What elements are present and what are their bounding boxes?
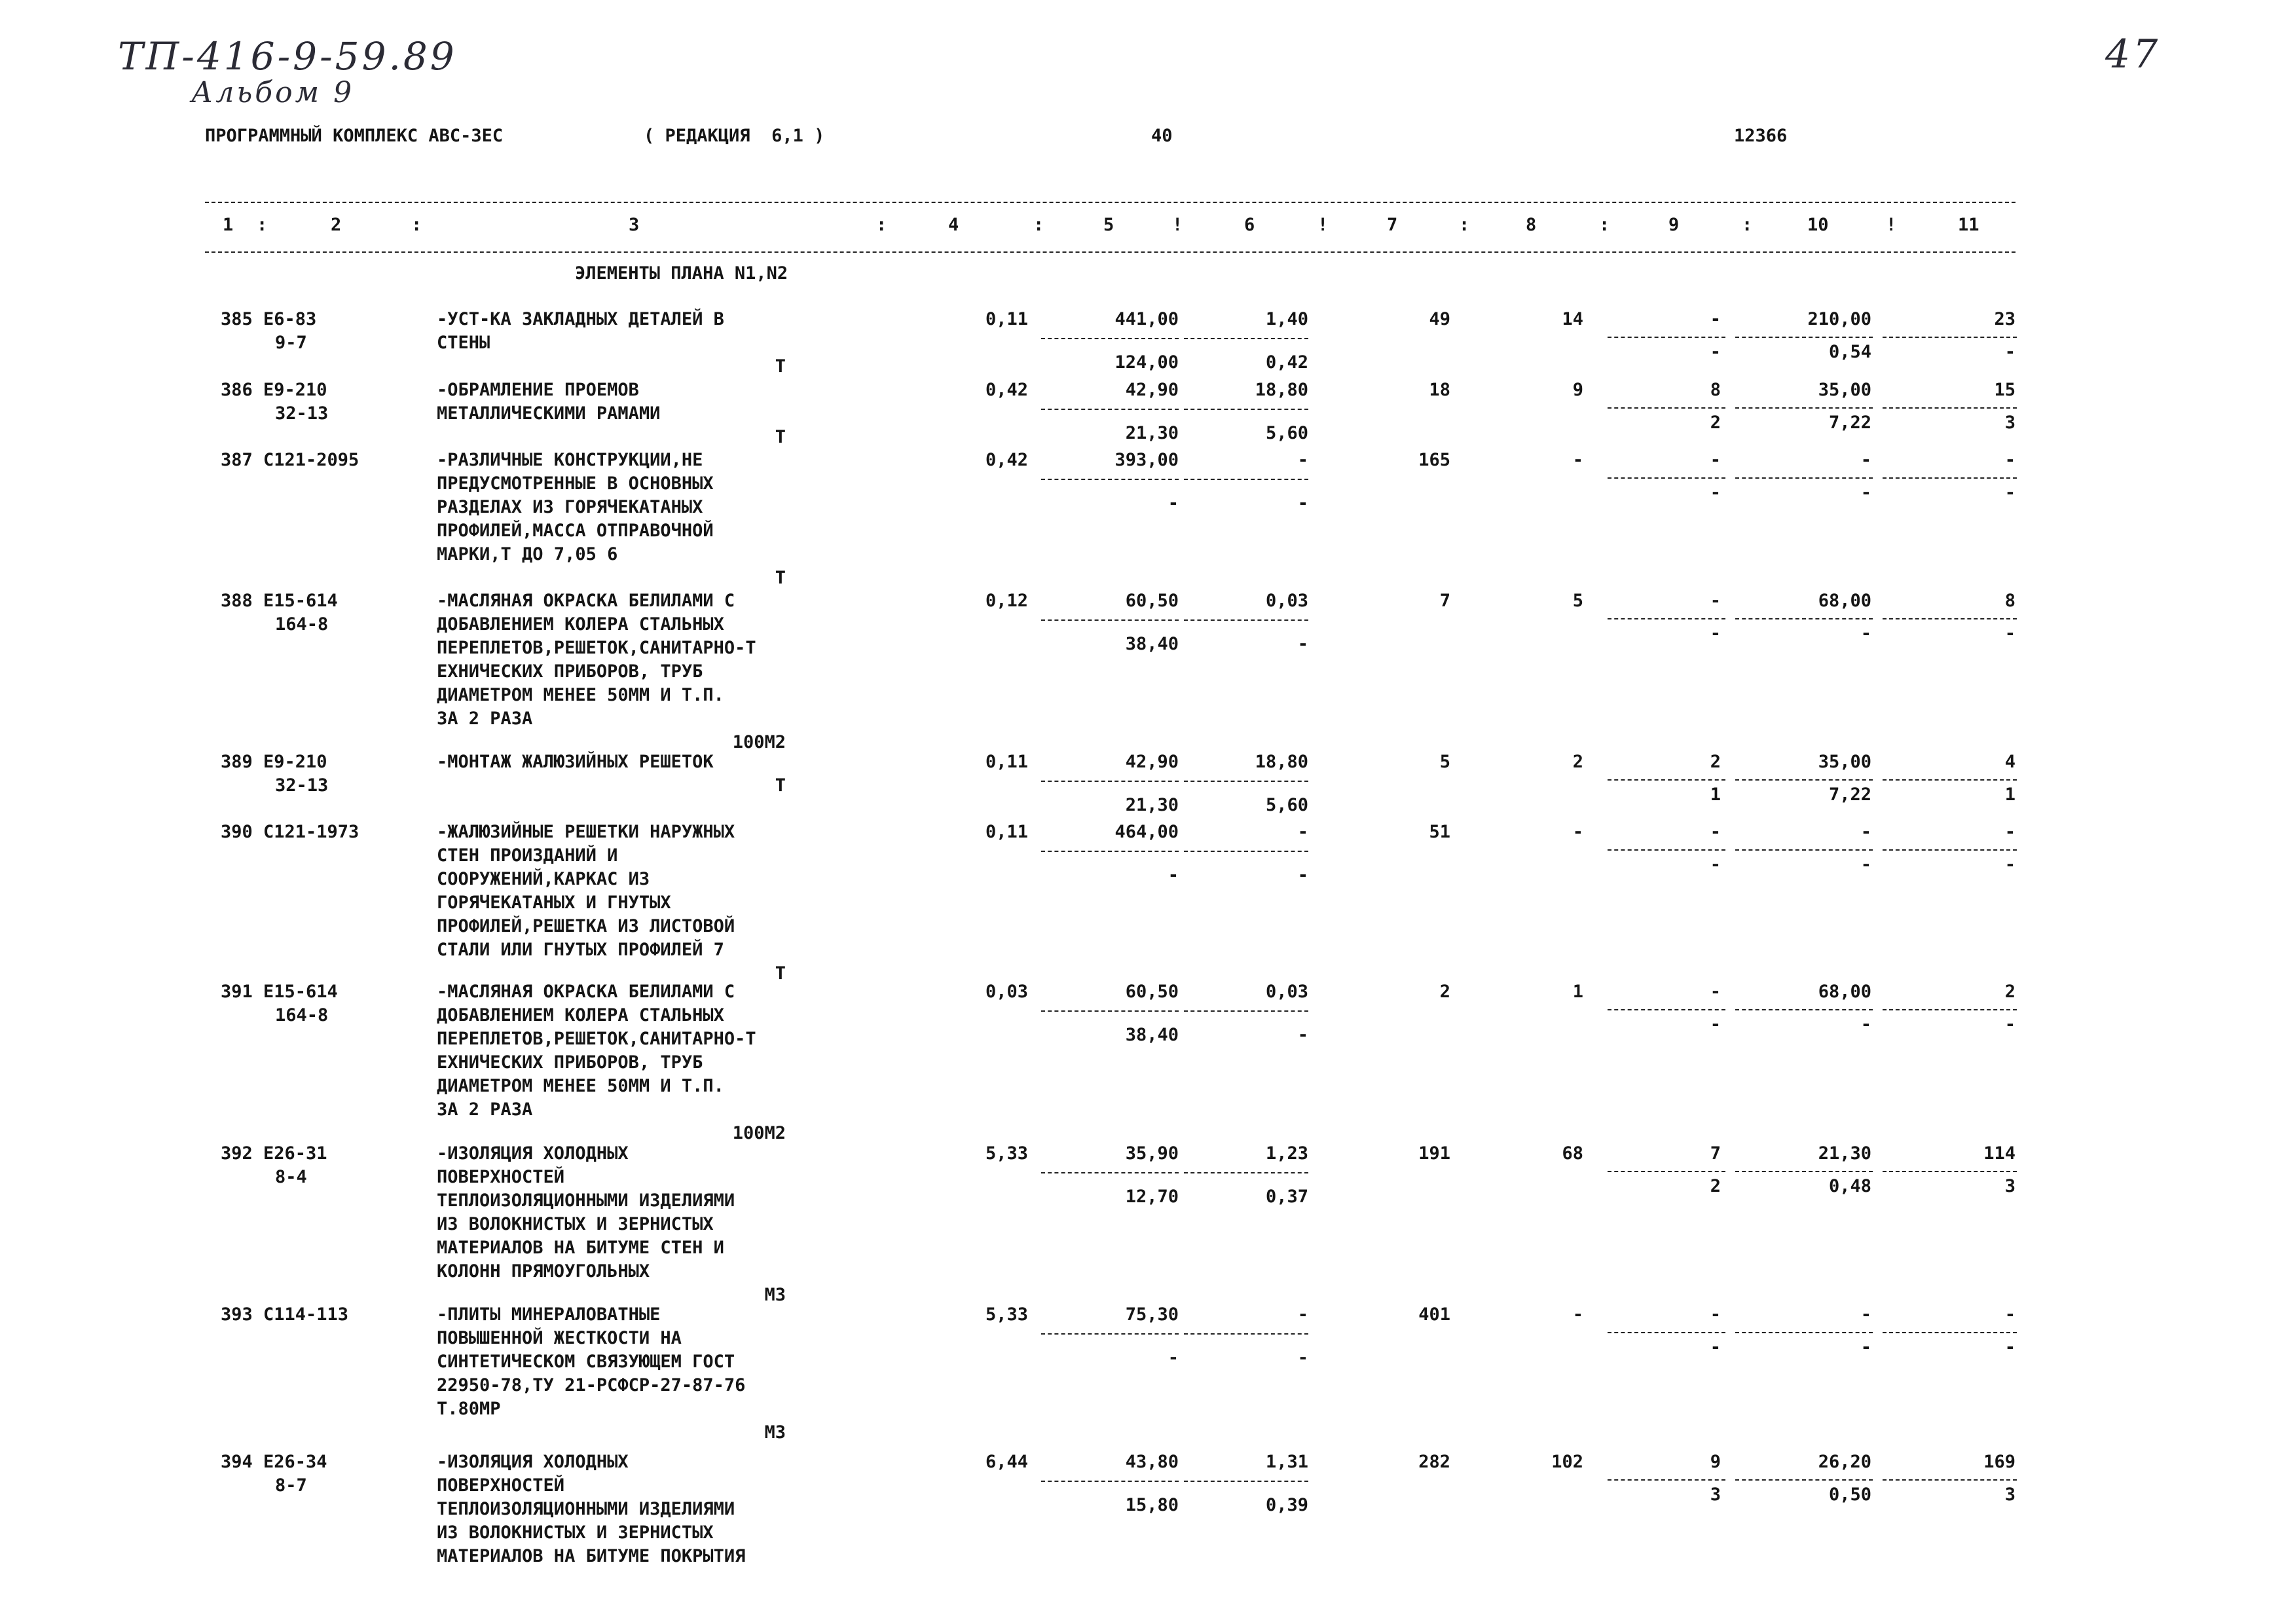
col4-quantity: 0,42: [985, 450, 1028, 470]
col8-value: 14: [1562, 309, 1583, 329]
col6-top: -: [1297, 1304, 1308, 1325]
col11-top: 114: [1983, 1143, 2015, 1164]
col5-top: 441,00: [1114, 309, 1179, 329]
col4-quantity: 0,11: [985, 752, 1028, 772]
col4-quantity: 5,33: [985, 1304, 1028, 1325]
cell-dash-line: [1608, 477, 1725, 479]
col8-value: -: [1572, 1304, 1583, 1325]
row-number: 391: [221, 982, 253, 1002]
col5-bottom: 38,40: [1125, 634, 1179, 654]
cell-dash-line: [1041, 1172, 1179, 1173]
norm-code: 8-4: [275, 1167, 307, 1187]
cell-dash-line: [1883, 407, 2017, 409]
work-description: ЕХНИЧЕСКИХ ПРИБОРОВ, ТРУБ: [437, 661, 703, 682]
work-description: -МАСЛЯНАЯ ОКРАСКА БЕЛИЛАМИ С: [437, 591, 735, 611]
col10-bottom: 7,22: [1828, 784, 1871, 805]
norm-code: Е15-614: [263, 982, 338, 1002]
work-description: ЗА 2 РАЗА: [437, 709, 533, 729]
col5-top: 393,00: [1114, 450, 1179, 470]
col9-top: -: [1710, 450, 1721, 470]
col6-bottom: -: [1297, 634, 1308, 654]
col9-top: -: [1710, 982, 1721, 1002]
unit-of-measure: 100М2: [732, 1123, 786, 1143]
column-number: 9: [1668, 215, 1680, 235]
col10-top: 26,20: [1818, 1452, 1871, 1472]
work-description: СТЕН ПРОИЗДАНИЙ И: [437, 845, 618, 866]
cell-dash-line: [1608, 1009, 1725, 1010]
work-description: ПРОФИЛЕЙ,МАССА ОТПРАВОЧНОЙ: [437, 521, 714, 541]
col9-top: -: [1710, 1304, 1721, 1325]
col4-quantity: 0,11: [985, 822, 1028, 842]
cell-dash-line: [1608, 337, 1725, 338]
work-description: ПОВЕРХНОСТЕЙ: [437, 1475, 565, 1496]
column-separator: :: [1742, 215, 1753, 235]
col7-value: 5: [1439, 752, 1450, 772]
col6-top: 18,80: [1255, 752, 1308, 772]
col6-bottom: 0,42: [1265, 352, 1308, 373]
work-description: ПРОФИЛЕЙ,РЕШЕТКА ИЗ ЛИСТОВОЙ: [437, 916, 735, 936]
norm-code: 164-8: [275, 1005, 329, 1025]
col8-value: 1: [1572, 982, 1583, 1002]
work-description: -ИЗОЛЯЦИЯ ХОЛОДНЫХ: [437, 1452, 629, 1472]
norm-code: Е9-210: [263, 380, 327, 400]
column-separator: :: [257, 215, 268, 235]
norm-code: 32-13: [275, 775, 329, 796]
col11-bottom: 1: [2004, 784, 2015, 805]
cell-dash-line: [1041, 781, 1179, 782]
col9-bottom: 3: [1710, 1485, 1721, 1505]
work-description: ТЕПЛОИЗОЛЯЦИОННЫМИ ИЗДЕЛИЯМИ: [437, 1499, 735, 1519]
work-description: ПОВЫШЕННОЙ ЖЕСТКОСТИ НА: [437, 1328, 682, 1348]
col4-quantity: 0,42: [985, 380, 1028, 400]
work-description: ТЕПЛОИЗОЛЯЦИОННЫМИ ИЗДЕЛИЯМИ: [437, 1190, 735, 1211]
norm-code: 164-8: [275, 614, 329, 635]
col11-top: -: [2004, 1304, 2015, 1325]
col11-top: 15: [1994, 380, 2015, 400]
col11-top: 169: [1983, 1452, 2015, 1472]
cell-dash-line: [1883, 1009, 2017, 1010]
row-number: 390: [221, 822, 253, 842]
col11-bottom: 3: [2004, 1485, 2015, 1505]
col10-top: 68,00: [1818, 591, 1871, 611]
col9-top: 2: [1710, 752, 1721, 772]
cell-dash-line: [1184, 409, 1308, 410]
col9-top: -: [1710, 822, 1721, 842]
work-description: ДОБАВЛЕНИЕМ КОЛЕРА СТАЛЬНЫХ: [437, 1005, 724, 1025]
col6-top: 0,03: [1265, 982, 1308, 1002]
col7-value: 18: [1429, 380, 1450, 400]
col10-bottom: 0,50: [1828, 1485, 1871, 1505]
col6-top: 0,03: [1265, 591, 1308, 611]
col8-value: 102: [1551, 1452, 1583, 1472]
col5-bottom: 15,80: [1125, 1495, 1179, 1515]
cell-dash-line: [1184, 1481, 1308, 1482]
cell-dash-line: [1735, 1009, 1873, 1010]
cell-dash-line: [1735, 1332, 1873, 1333]
col5-top: 60,50: [1125, 982, 1179, 1002]
cell-dash-line: [1735, 779, 1873, 781]
work-description: СТАЛИ ИЛИ ГНУТЫХ ПРОФИЛЕЙ 7: [437, 940, 724, 960]
cell-dash-line: [1883, 849, 2017, 851]
column-number: 10: [1807, 215, 1829, 235]
col6-top: 1,40: [1265, 309, 1308, 329]
norm-code: Е9-210: [263, 752, 327, 772]
col10-bottom: -: [1860, 855, 1871, 875]
work-description: МАТЕРИАЛОВ НА БИТУМЕ СТЕН И: [437, 1238, 724, 1258]
col5-bottom: 38,40: [1125, 1025, 1179, 1045]
work-description: СООРУЖЕНИЙ,КАРКАС ИЗ: [437, 869, 650, 889]
cell-dash-line: [1041, 1010, 1179, 1012]
cell-dash-line: [1184, 1010, 1308, 1012]
unit-of-measure: Т: [775, 963, 786, 984]
col7-value: 282: [1418, 1452, 1450, 1472]
table-top-rule: [205, 202, 2015, 203]
cell-dash-line: [1735, 1171, 1873, 1172]
col4-quantity: 0,03: [985, 982, 1028, 1002]
col8-value: 68: [1562, 1143, 1583, 1164]
col4-quantity: 0,12: [985, 591, 1028, 611]
col11-bottom: -: [2004, 855, 2015, 875]
col5-top: 42,90: [1125, 380, 1179, 400]
col9-bottom: -: [1710, 483, 1721, 503]
work-description: ИЗ ВОЛОКНИСТЫХ И ЗЕРНИСТЫХ: [437, 1214, 714, 1234]
work-description: -МАСЛЯНАЯ ОКРАСКА БЕЛИЛАМИ С: [437, 982, 735, 1002]
program-edition: ( РЕДАКЦИЯ 6,1 ): [644, 126, 825, 146]
col9-top: -: [1710, 309, 1721, 329]
norm-code: Е26-34: [263, 1452, 327, 1472]
col6-top: 1,31: [1265, 1452, 1308, 1472]
col11-top: 23: [1994, 309, 2015, 329]
work-description: МЕТАЛЛИЧЕСКИМИ РАМАМИ: [437, 403, 661, 424]
col10-top: 35,00: [1818, 752, 1871, 772]
col10-top: -: [1860, 450, 1871, 470]
unit-of-measure: М3: [764, 1285, 786, 1305]
col5-top: 35,90: [1125, 1143, 1179, 1164]
col10-bottom: 0,48: [1828, 1176, 1871, 1196]
norm-code: С121-1973: [263, 822, 359, 842]
col10-top: -: [1860, 822, 1871, 842]
col4-quantity: 6,44: [985, 1452, 1028, 1472]
col11-bottom: -: [2004, 1337, 2015, 1357]
work-description: -ОБРАМЛЕНИЕ ПРОЕМОВ: [437, 380, 639, 400]
col6-bottom: -: [1297, 865, 1308, 885]
document-code: 12366: [1734, 126, 1788, 146]
col8-value: 9: [1572, 380, 1583, 400]
col10-top: 68,00: [1818, 982, 1871, 1002]
column-number: 3: [629, 215, 640, 235]
work-description: ЕХНИЧЕСКИХ ПРИБОРОВ, ТРУБ: [437, 1052, 703, 1073]
work-description: ИЗ ВОЛОКНИСТЫХ И ЗЕРНИСТЫХ: [437, 1522, 714, 1543]
column-number: 7: [1387, 215, 1398, 235]
cell-dash-line: [1608, 779, 1725, 781]
cell-dash-line: [1184, 479, 1308, 480]
col10-bottom: 0,54: [1828, 342, 1871, 362]
col7-value: 165: [1418, 450, 1450, 470]
row-number: 392: [221, 1143, 253, 1164]
unit-of-measure: 100М2: [732, 732, 786, 752]
col9-top: -: [1710, 591, 1721, 611]
column-separator: :: [1599, 215, 1610, 235]
cell-dash-line: [1735, 407, 1873, 409]
col6-bottom: -: [1297, 493, 1308, 513]
cell-dash-line: [1735, 1479, 1873, 1481]
norm-code: 9-7: [275, 333, 307, 353]
row-number: 387: [221, 450, 253, 470]
column-separator: :: [1459, 215, 1470, 235]
col11-bottom: 3: [2004, 413, 2015, 433]
cell-dash-line: [1184, 338, 1308, 339]
cell-dash-line: [1184, 1172, 1308, 1173]
col10-top: 35,00: [1818, 380, 1871, 400]
col6-top: 1,23: [1265, 1143, 1308, 1164]
cell-dash-line: [1041, 338, 1179, 339]
column-separator: :: [876, 215, 887, 235]
col6-bottom: 0,37: [1265, 1187, 1308, 1207]
col10-bottom: -: [1860, 1014, 1871, 1035]
cell-dash-line: [1883, 337, 2017, 338]
program-title: ПРОГРАММНЫЙ КОМПЛЕКС АВС-3ЕС: [205, 126, 504, 146]
sheet-number: 40: [1151, 126, 1173, 146]
work-description: 22950-78,ТУ 21-РСФСР-27-87-76: [437, 1375, 746, 1395]
col6-bottom: 5,60: [1265, 795, 1308, 815]
col6-top: -: [1297, 450, 1308, 470]
col5-bottom: 21,30: [1125, 795, 1179, 815]
unit-of-measure: Т: [775, 568, 786, 588]
col9-top: 9: [1710, 1452, 1721, 1472]
column-number: 1: [223, 215, 234, 235]
col6-bottom: 5,60: [1265, 423, 1308, 443]
norm-code: Е15-614: [263, 591, 338, 611]
table-header-rule: [205, 251, 2015, 253]
col4-quantity: 0,11: [985, 309, 1028, 329]
work-description: СТЕНЫ: [437, 333, 490, 353]
col11-top: -: [2004, 450, 2015, 470]
row-number: 386: [221, 380, 253, 400]
col7-value: 401: [1418, 1304, 1450, 1325]
cell-dash-line: [1184, 1333, 1308, 1335]
row-number: 393: [221, 1304, 253, 1325]
col5-top: 464,00: [1114, 822, 1179, 842]
cell-dash-line: [1735, 477, 1873, 479]
work-description: ГОРЯЧЕКАТАНЫХ И ГНУТЫХ: [437, 893, 671, 913]
col6-bottom: -: [1297, 1025, 1308, 1045]
row-number: 389: [221, 752, 253, 772]
cell-dash-line: [1184, 619, 1308, 621]
cell-dash-line: [1883, 779, 2017, 781]
section-title: ЭЛЕМЕНТЫ ПЛАНА N1,N2: [575, 263, 788, 284]
cell-dash-line: [1041, 1333, 1179, 1335]
col10-top: 21,30: [1818, 1143, 1871, 1164]
col5-top: 60,50: [1125, 591, 1179, 611]
column-separator: !: [1172, 215, 1183, 235]
col5-top: 75,30: [1125, 1304, 1179, 1325]
col9-bottom: 2: [1710, 1176, 1721, 1196]
column-number: 4: [948, 215, 959, 235]
cell-dash-line: [1041, 479, 1179, 480]
norm-code: 8-7: [275, 1475, 307, 1496]
column-separator: :: [411, 215, 422, 235]
col11-top: 4: [2004, 752, 2015, 772]
cell-dash-line: [1608, 849, 1725, 851]
col10-top: -: [1860, 1304, 1871, 1325]
column-number: 11: [1958, 215, 1979, 235]
col8-value: 5: [1572, 591, 1583, 611]
cell-dash-line: [1735, 337, 1873, 338]
work-description: -МОНТАЖ ЖАЛЮЗИЙНЫХ РЕШЕТОК: [437, 752, 714, 772]
work-description: -РАЗЛИЧНЫЕ КОНСТРУКЦИИ,НЕ: [437, 450, 703, 470]
cell-dash-line: [1883, 618, 2017, 619]
work-description: ПЕРЕПЛЕТОВ,РЕШЕТОК,САНИТАРНО-Т: [437, 1029, 756, 1049]
work-description: МАТЕРИАЛОВ НА БИТУМЕ ПОКРЫТИЯ: [437, 1546, 746, 1566]
col9-bottom: -: [1710, 1014, 1721, 1035]
cell-dash-line: [1883, 477, 2017, 479]
column-separator: !: [1317, 215, 1329, 235]
work-description: ПОВЕРХНОСТЕЙ: [437, 1167, 565, 1187]
cell-dash-line: [1184, 851, 1308, 852]
work-description: ДОБАВЛЕНИЕМ КОЛЕРА СТАЛЬНЫХ: [437, 614, 724, 635]
col11-bottom: -: [2004, 1014, 2015, 1035]
norm-code: С114-113: [263, 1304, 349, 1325]
col5-top: 42,90: [1125, 752, 1179, 772]
cell-dash-line: [1608, 1171, 1725, 1172]
work-description: РАЗДЕЛАХ ИЗ ГОРЯЧЕКАТАНЫХ: [437, 497, 703, 517]
col9-top: 7: [1710, 1143, 1721, 1164]
col5-top: 43,80: [1125, 1452, 1179, 1472]
handwritten-doc-code: ТП-416-9-59.89: [118, 34, 457, 79]
work-description: -ЖАЛЮЗИЙНЫЕ РЕШЕТКИ НАРУЖНЫХ: [437, 822, 735, 842]
cell-dash-line: [1883, 1332, 2017, 1333]
col5-bottom: -: [1168, 1348, 1179, 1368]
cell-dash-line: [1883, 1171, 2017, 1172]
work-description: ПРЕДУСМОТРЕННЫЕ В ОСНОВНЫХ: [437, 473, 714, 494]
unit-of-measure: Т: [775, 775, 786, 796]
column-separator: !: [1886, 215, 1897, 235]
cell-dash-line: [1184, 781, 1308, 782]
work-description: -УСТ-КА ЗАКЛАДНЫХ ДЕТАЛЕЙ В: [437, 309, 724, 329]
col5-bottom: 12,70: [1125, 1187, 1179, 1207]
col7-value: 49: [1429, 309, 1450, 329]
work-description: ЗА 2 РАЗА: [437, 1099, 533, 1120]
col6-bottom: 0,39: [1265, 1495, 1308, 1515]
column-number: 6: [1244, 215, 1255, 235]
cell-dash-line: [1041, 619, 1179, 621]
column-number: 8: [1526, 215, 1537, 235]
col11-top: -: [2004, 822, 2015, 842]
col4-quantity: 5,33: [985, 1143, 1028, 1164]
work-description: -ПЛИТЫ МИНЕРАЛОВАТНЫЕ: [437, 1304, 661, 1325]
col9-bottom: -: [1710, 623, 1721, 644]
cell-dash-line: [1608, 1479, 1725, 1481]
col5-bottom: -: [1168, 865, 1179, 885]
col10-bottom: -: [1860, 623, 1871, 644]
col11-bottom: -: [2004, 623, 2015, 644]
col5-bottom: 21,30: [1125, 423, 1179, 443]
unit-of-measure: М3: [764, 1422, 786, 1443]
work-description: ПЕРЕПЛЕТОВ,РЕШЕТОК,САНИТАРНО-Т: [437, 638, 756, 658]
col7-value: 2: [1439, 982, 1450, 1002]
col10-bottom: 7,22: [1828, 413, 1871, 433]
cell-dash-line: [1608, 618, 1725, 619]
work-description: СИНТЕТИЧЕСКОМ СВЯЗУЮЩЕМ ГОСТ: [437, 1352, 735, 1372]
work-description: -ИЗОЛЯЦИЯ ХОЛОДНЫХ: [437, 1143, 629, 1164]
work-description: Т.80МР: [437, 1399, 501, 1419]
row-number: 385: [221, 309, 253, 329]
column-number: 5: [1103, 215, 1114, 235]
cell-dash-line: [1041, 409, 1179, 410]
col5-bottom: -: [1168, 493, 1179, 513]
col6-bottom: -: [1297, 1348, 1308, 1368]
unit-of-measure: Т: [775, 356, 786, 377]
unit-of-measure: Т: [775, 427, 786, 447]
handwritten-page-number: 47: [2105, 31, 2161, 77]
col10-bottom: -: [1860, 1337, 1871, 1357]
col6-top: 18,80: [1255, 380, 1308, 400]
col10-bottom: -: [1860, 483, 1871, 503]
col9-bottom: -: [1710, 855, 1721, 875]
work-description: МАРКИ,Т ДО 7,05 6: [437, 544, 618, 564]
row-number: 394: [221, 1452, 253, 1472]
col6-top: -: [1297, 822, 1308, 842]
col9-bottom: 1: [1710, 784, 1721, 805]
cell-dash-line: [1735, 849, 1873, 851]
col11-bottom: -: [2004, 342, 2015, 362]
col8-value: -: [1572, 450, 1583, 470]
norm-code: Е6-83: [263, 309, 317, 329]
row-number: 388: [221, 591, 253, 611]
col9-bottom: -: [1710, 342, 1721, 362]
col9-top: 8: [1710, 380, 1721, 400]
norm-code: Е26-31: [263, 1143, 327, 1164]
col8-value: 2: [1572, 752, 1583, 772]
cell-dash-line: [1608, 407, 1725, 409]
col11-top: 2: [2004, 982, 2015, 1002]
col10-top: 210,00: [1807, 309, 1871, 329]
cell-dash-line: [1041, 1481, 1179, 1482]
col11-top: 8: [2004, 591, 2015, 611]
cell-dash-line: [1041, 851, 1179, 852]
cell-dash-line: [1735, 618, 1873, 619]
col9-bottom: 2: [1710, 413, 1721, 433]
column-separator: :: [1033, 215, 1044, 235]
col11-bottom: 3: [2004, 1176, 2015, 1196]
col7-value: 51: [1429, 822, 1450, 842]
norm-code: 32-13: [275, 403, 329, 424]
col8-value: -: [1572, 822, 1583, 842]
handwritten-album: Альбом 9: [191, 76, 355, 109]
col11-bottom: -: [2004, 483, 2015, 503]
cell-dash-line: [1883, 1479, 2017, 1481]
col9-bottom: -: [1710, 1337, 1721, 1357]
col5-bottom: 124,00: [1114, 352, 1179, 373]
norm-code: С121-2095: [263, 450, 359, 470]
work-description: ДИАМЕТРОМ МЕНЕЕ 50ММ И Т.П.: [437, 685, 724, 705]
work-description: КОЛОНН ПРЯМОУГОЛЬНЫХ: [437, 1261, 650, 1282]
column-number: 2: [331, 215, 342, 235]
work-description: ДИАМЕТРОМ МЕНЕЕ 50ММ И Т.П.: [437, 1076, 724, 1096]
cell-dash-line: [1608, 1332, 1725, 1333]
col7-value: 7: [1439, 591, 1450, 611]
col7-value: 191: [1418, 1143, 1450, 1164]
